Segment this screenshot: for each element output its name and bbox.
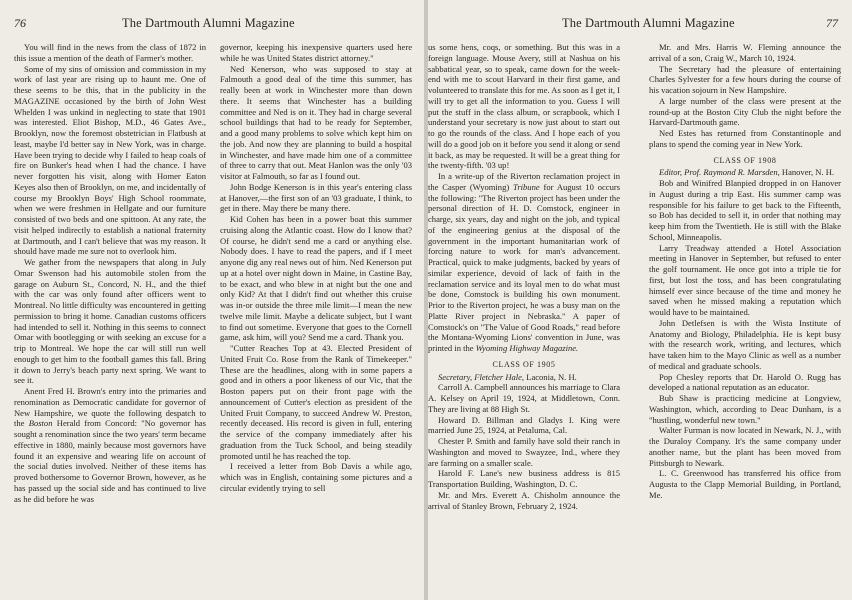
right-page-header <box>442 16 838 32</box>
editor-address: Hanover, N. H. <box>781 167 835 178</box>
paragraph: You will find in the news from the class of 1872 in this issue a mention of the death of Farmer's mother. <box>14 42 206 63</box>
paragraph: Chester P. Smith and family have sold their ranch in Washington and moved to Swayzee, Ind., where they are farming on a smaller scale. <box>428 436 620 468</box>
paragraph <box>14 386 206 504</box>
secretary-label: Secretary, Fletcher Hale, <box>438 371 525 382</box>
left-column-1 <box>14 42 206 504</box>
right-column-2 <box>649 42 841 501</box>
paragraph: Carroll A. Campbell announces his marriage to Clara A. Kelsey on April 19, 1924, at Middletown, Conn. They are living at 88 High St. <box>428 382 620 414</box>
right-page-title: The Dartmouth Alumni Magazine <box>562 16 735 30</box>
paragraph: L. C. Greenwood has transferred his office from Augusta to the Clapp Memorial Building, in Portland, Me. <box>649 468 841 500</box>
paragraph: Harold F. Lane's new business address is 815 Transportation Building, Washington, D. C. <box>428 468 620 489</box>
paragraph: "Cutter Reaches Top at 43. Elected President of United Fruit Co. Rose from the Rank of Timekeeper." These are the headlines, along with in some papers a good and in others a poor likeness of our Vic, that the Boston papers put on their front page with the announcement of Cutter's election as president of the United Fruit Company, to succeed Andrew W. Preston, recently deceased. His record is given in full, entering the service of the company immediately after his graduation from the Tuck School, and being steadily promoted until he has reached the top. <box>220 343 412 461</box>
paragraph <box>428 171 620 354</box>
left-page-header <box>14 16 410 32</box>
paragraph: Larry Treadway attended a Hotel Association meeting in Hanover in September, but refused to enter the golf tournament. He once got into a triple tie for first, but lost the toss, and has been congratulating himself ever since because of the time and money he saved when he missed making a reputation which would have to be maintained. <box>649 242 841 317</box>
class-1908-heading: CLASS OF 1908 <box>713 155 777 165</box>
left-column-2 <box>220 42 412 494</box>
secretary-address: Laconia, N. H. <box>526 371 577 382</box>
left-page-title: The Dartmouth Alumni Magazine <box>122 16 295 30</box>
paragraph-text: for August 10 occurs the following: "The Riverton project has been under the personal direction of H. D. Comstock, engineer in charge, six years, day and night on the job, and typical of the engineering genius at the disposal of the government in the important humanitarian work of forcing nature to work for man's advancement. Practical, quick to make judgments, backed by years of similar experience, devoid of lack of faith in the reclamation service and its loyal men to do what must be done, Comstock is building his own monument. Prior to the Riverton project, he was a busy man on the Platte River project in Nebraska." A paper of Comstock's on "The Value of Good Roads," read before the Montana-Wyoming Lions' convention in June, was printed in the <box>428 181 621 353</box>
paragraph: Kid Cohen has been in a power boat this summer cruising along the Atlantic coast. How do I know that? Of course, he didn't send me a card or anything else. Nobody does. I have to read the papers, and if I meet anyone dig any real news out of him. Ned Kenerson put up at a hotel over night down in Maine, in Castine Bay, to be exact, and who blew in at night but the one and only Kid? At that I didn't find out whether this cruise was in-or outside the three mile limit—I mean the new twelve mile limit. Maybe a delicate subject, but I want to find out sometime. Everyone that goes to the Cornell game, ask him, will you? Send me a card. Thank you. <box>220 214 412 343</box>
paragraph-text: Anent Fred H. Brown's entry into the primaries and renomination as Democratic candidate for governor of New Hampshire, we quote the following despatch to the <box>14 386 206 429</box>
class-1905-heading: CLASS OF 1905 <box>492 359 556 369</box>
paragraph: Bub Shaw is practicing medicine at Longview, Washington, which, according to Deac Dunham, is a "hustling, wonderful new town." <box>649 393 841 425</box>
paragraph: Ned Estes has returned from Constantinople and plans to spend the coming year in New York. <box>649 128 841 149</box>
paragraph: A large number of the class were present at the round-up at the Boston City Club the night before the Harvard-Dartmouth game. <box>649 95 841 128</box>
paragraph: John Detlefsen is with the Wista Institute of Anatomy and Biology, Philadelphia. He is kept busy with the research work, writing, and lectures, which have taken him to the Mayo Clinic as well as a number of medical and graduate schools. <box>649 317 841 371</box>
magazine-name: Wyoming Highway Magazine. <box>475 343 579 353</box>
right-column-1 <box>428 42 620 511</box>
paragraph: Mr. and Mrs. Harris W. Fleming announce the arrival of a son, Craig W., March 10, 1924. <box>649 42 841 63</box>
paragraph-text: Herald from Concord: "No governor has sought a renomination since the two years' term became effective in 1880, mainly because most governors have found it an expensive and wearing life on account of the social duties involved. Neither of these items has proved bothersome to Governor Brown, however, as he has passed up the social side and has continued to live as he did before he was <box>14 418 206 504</box>
paragraph: governor, keeping his inexpensive quarters used here while he was United States district attorney." <box>220 42 412 63</box>
class-1908-editor <box>649 167 841 178</box>
left-page-number: 76 <box>14 16 26 30</box>
right-page <box>428 0 852 600</box>
paragraph: Walter Furman is now located in Newark, N. J., with the Duraloy Company. It's the same company under another name, but the plant has been moved from Pittsburgh to Newark. <box>649 425 841 468</box>
newspaper-name: Boston <box>28 418 53 429</box>
paragraph: John Bodge Kenerson is in this year's entering class at Hanover,—the first son of an '03 graduate, I think, to get in there. May there be many there. <box>220 181 412 214</box>
paragraph: We gather from the newspapers that along in July Omar Swenson had his automobile stolen from the garage on Auburn St., Concord, N. H., and the thief with the car was only found after officers went to Montreal. No little difficulty was encountered in getting permission to bring it home. Canadian customs officers had intended to sell it. Nothing in this seems to connect Omar with bootlegging or with seeking an excuse for a trip to Montreal. We hope the car will still run well enough to get him to the football games this fall. Bring it down to Jerry's beach party next spring. We want to see it. <box>14 257 206 386</box>
paragraph: Some of my sins of omission and commission in my work of last year are rising up to haunt me. One of these seems to be this, that in the publicity in the MAGAZINE occasioned by the birth of John West Whelden I was unkind in neglecting to state that 1901 was interested. Eliot Bishop, M.D., 46 Gates Ave., Brooklyn, now the foremost obstetrician in Flatbush at least, maybe I'd better say in New York, was in charge. Have been trying to decide why I failed to heap coals of fire on Bunker's head when I had the chance. I have never forgotten his visit, along with Homer Eaton Keyes also then of Brooklyn, on me, and incidentally of course my Brooklyn Boys' High School roommate, when we were freshmen in Hellgate and our furniture consisted of two beds and one spittoon. At any rate, the visit helped indirectly to establish a national fraternity at Dartmouth, and I can't believe that was my reason. It should have made me sure not to overlook him. <box>14 63 206 257</box>
paragraph: The Secretary had the pleasure of entertaining Charles Sylvester for a few hours during the course of his vacation sojourn in New Hampshire. <box>649 63 841 95</box>
paragraph: Pop Chesley reports that Dr. Harold O. Rugg has developed a national reputation as an educator. <box>649 371 841 393</box>
paragraph: Mr. and Mrs. Everett A. Chisholm announce the arrival of Stanley Brown, February 2, 1924. <box>428 489 620 511</box>
paragraph: us some hens, coqs, or something. But this was in a foreign language. Mouse Avery, still at Nashua on his sabbatical year, so to speak, came down for the week-end with me to scout Harvard in their first game, and volunteered to translate this for me. As soon as I get it, I will try to get all the information to you. Guess I will put the stuff in the class album, or scrapbook, which I understand your secretary is now just about to start out to go the rounds of the class. And I hope each of you will do a good job on it before you send it along or send it back, as may be requested. It will be a great thing for the twenty-fifth. '03 up! <box>428 42 620 171</box>
paragraph: Ned Kenerson, who was supposed to stay at Falmouth a good deal of the time this summer, has really been at work in Winchester more than down there. It seems that Winchester has a building committee and Ned is on it. They had in charge several school buildings that had to be ready for September, and a good many problems to solve which kept him on the job. And now they are planning to build a hospital in Winchester, and have made him one of a committee of three to carry that out. Meat Hanlon was the only '03 visitor at Falmouth, so far as I found out. <box>220 63 412 181</box>
paragraph: Bob and Winifred Blanpied dropped in on Hanover in August during a trip East. His summer camp was responsible for his failure to get back to the Fifteenth, so Bob has decided to sell it, in order that nothing may keep him from the Twentieth. He is still with the Blake School, Minneapolis. <box>649 178 841 242</box>
left-page <box>0 0 424 600</box>
paragraph-text: In a write-up of the Riverton reclamation project in the Casper (Wyoming) <box>428 171 620 192</box>
paragraph: Howard D. Billman and Gladys I. King were married June 25, 1924, at Petaluma, Cal. <box>428 414 620 436</box>
newspaper-name: Tribune <box>513 181 540 192</box>
paragraph: I received a letter from Bob Davis a while ago, which was in English, containing some pictures and a circular evidently trying to sell <box>220 461 412 493</box>
editor-label: Editor, Prof. Raymond R. Marsden, <box>659 167 780 178</box>
right-page-number: 77 <box>826 16 838 30</box>
class-1905-secretary <box>428 372 620 383</box>
